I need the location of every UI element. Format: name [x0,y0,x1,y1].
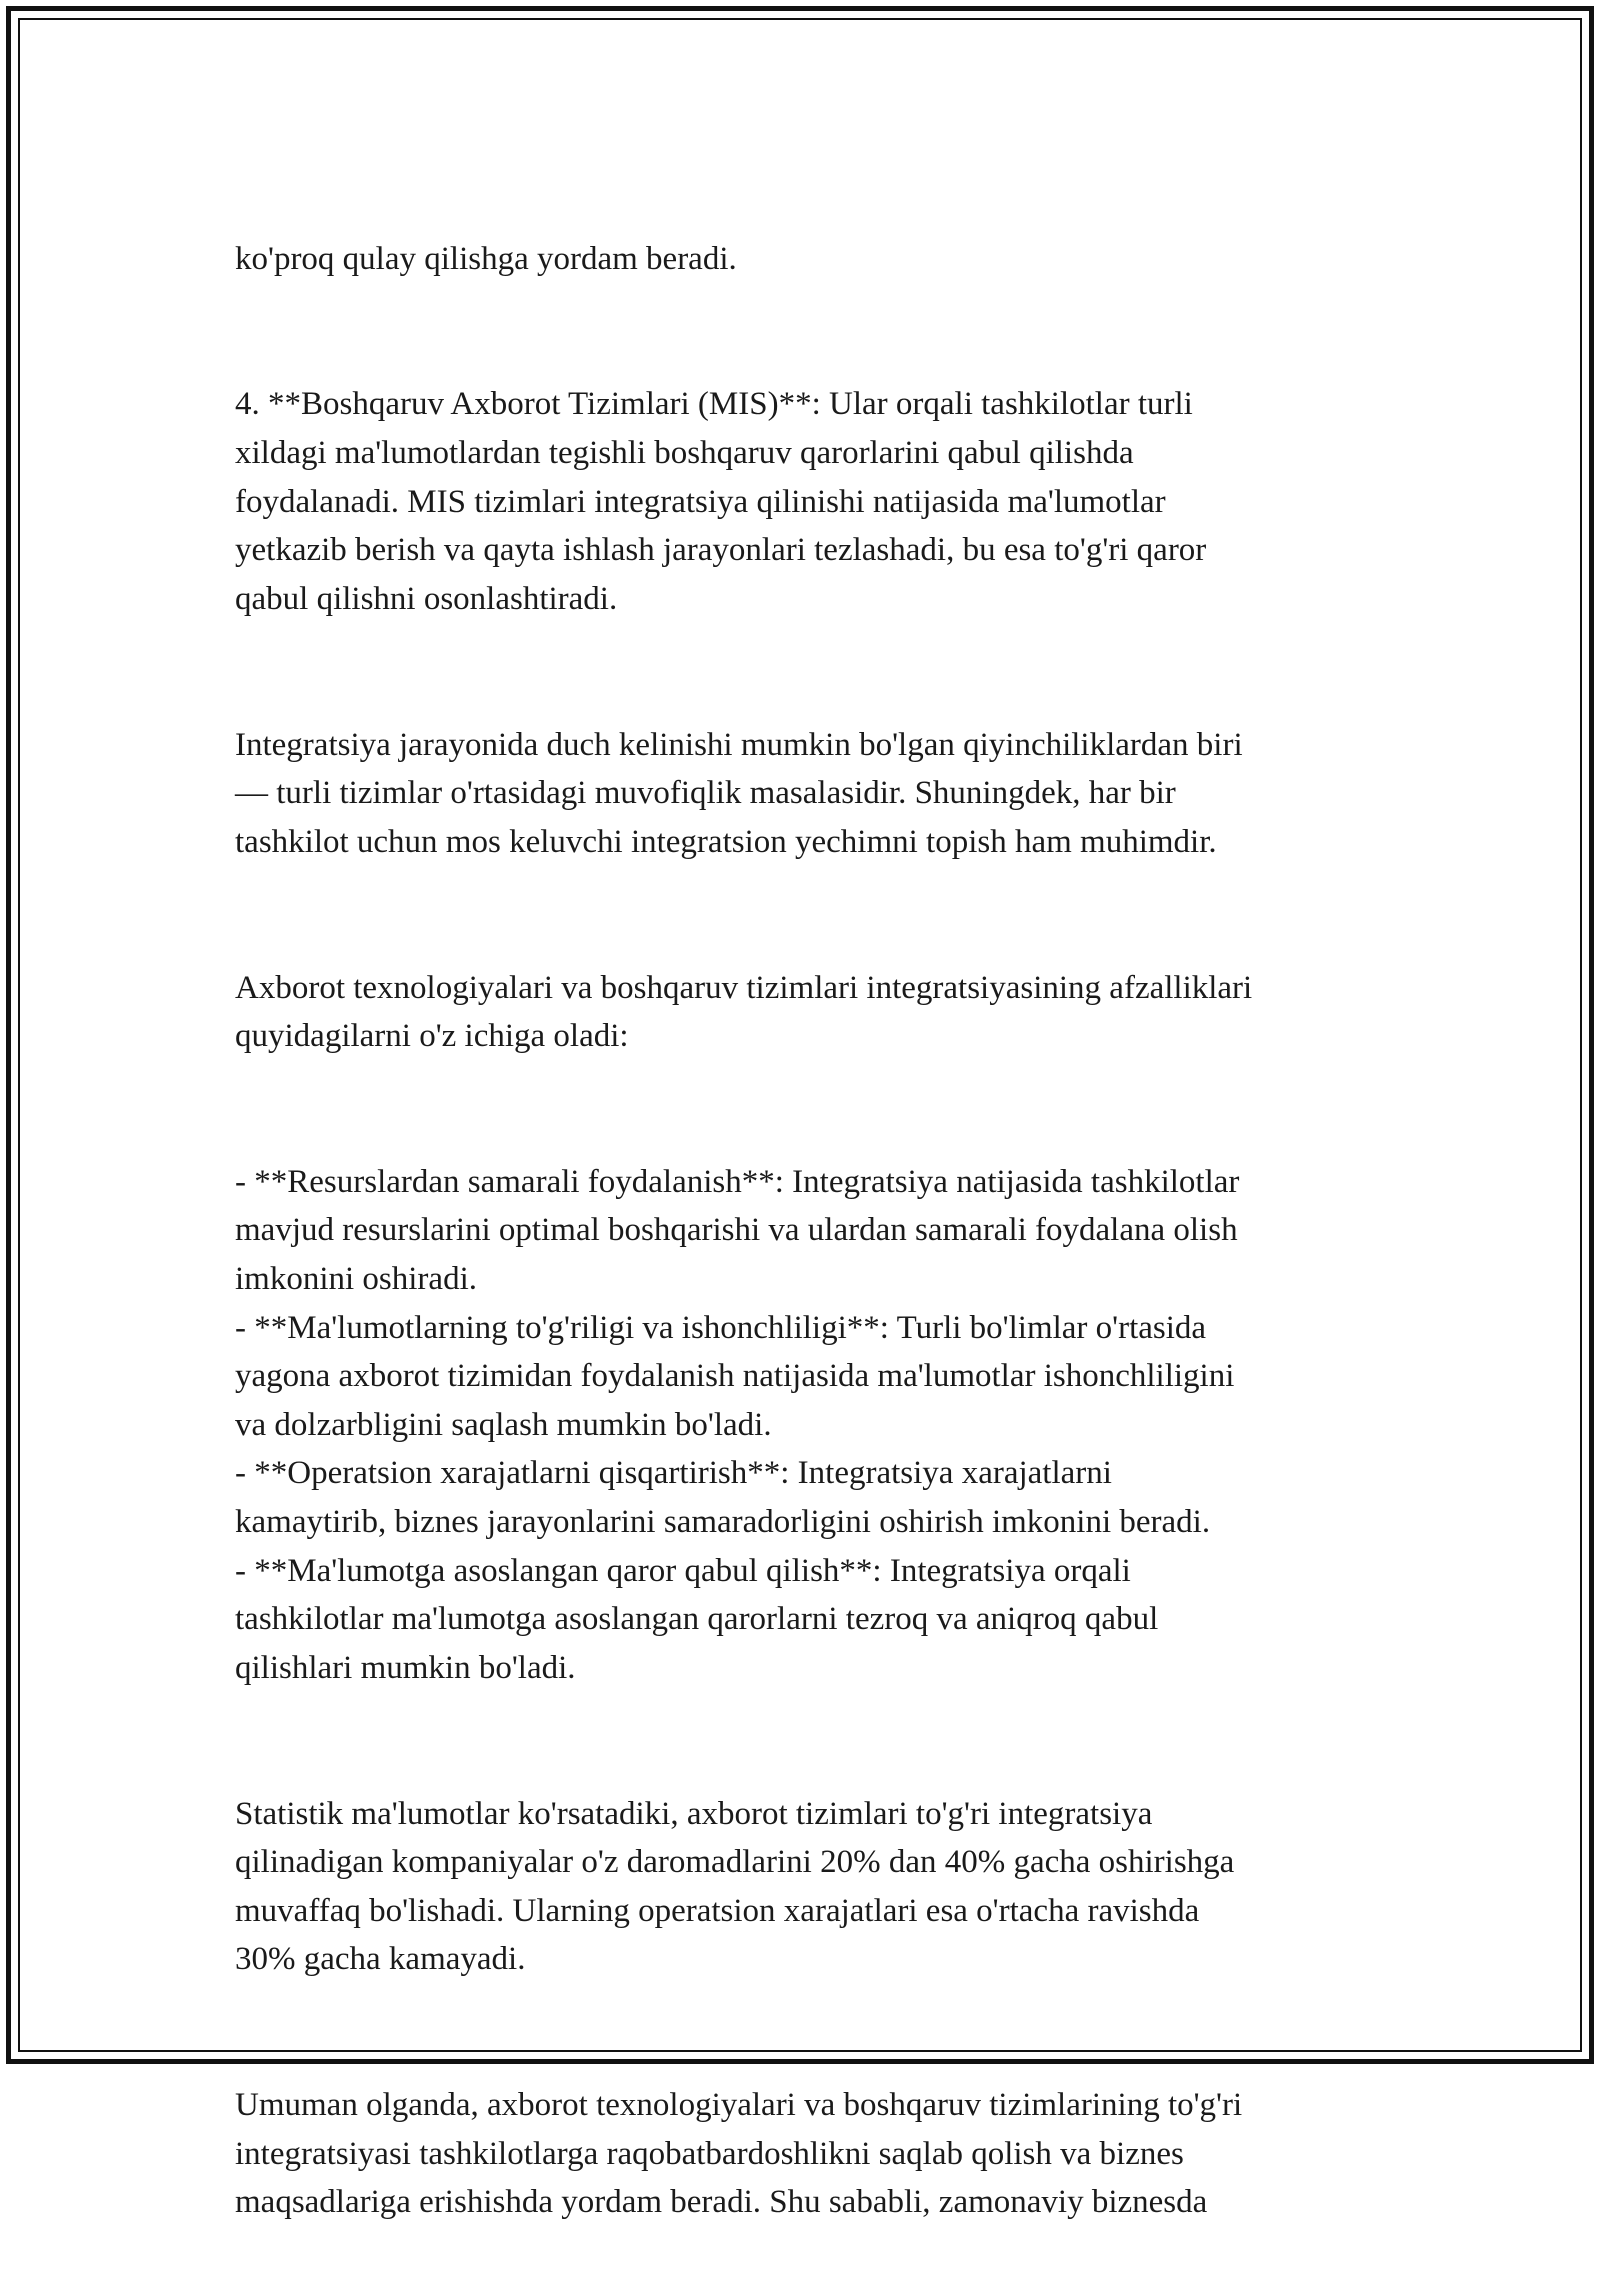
paragraph-mis-item: 4. **Boshqaruv Axborot Tizimlari (MIS)**: Ular orqali tashkilotlar turli xildagi ma'lumotlardan tegishli boshqaruv qarorlarini qabul qilishda foydalanadi. MIS tizimlari integratsiya qilinishi natijasida ma'lumotlar yetkazib berish va qayta ishlash jarayonlari tezlashadi, bu esa to'g'ri qaror qabul qilishni osonlashtiradi. [235,386,1207,617]
paragraph-benefits-intro: Axborot texnologiyalari va boshqaruv tizimlari integratsiyasining afzalliklari quyidagilarni o'z ichiga oladi: [235,969,1253,1055]
paragraph-conclusion: Umuman olganda, axborot texnologiyalari va boshqaruv tizimlarining to'g'ri integratsiyasi tashkilotlarga raqobatbardoshlikni saqlab qolish va biznes maqsadlariga erishishda yordam beradi. Shu sababli, zamonaviy biznesda [235,2087,1243,2221]
paragraph-statistics: Statistik ma'lumotlar ko'rsatadiki, axborot tizimlari to'g'ri integratsiya qilinadigan kompaniyalar o'z daromadlarini 20% dan 40% gacha oshirishga muvaffaq bo'lishadi. Ularning operatsion xarajatlari esa o'rtacha ravishda 30% gacha kamayadi. [235,1795,1235,1978]
paragraph-benefits-list: - **Resurslardan samarali foydalanish**: Integratsiya natijasida tashkilotlar mavjud resurslarini optimal boshqarishi va ulardan samarali foydalana olish imkonini oshiradi. - **Ma'lumotlarning to'g'riligi va ishonchliligi**: Turli bo'limlar o'rtasida yagona axborot tizimidan foydalanish natijasida ma'lumotlar ishonchliligini va dolzarbligini saqlash mumkin bo'ladi. - **Operatsion xarajatlarni qisqartirish**: Integratsiya xarajatlarni kamaytirib, biznes jarayonlarini samaradorligini oshirish imkonini beradi. - **Ma'lumotga asoslangan qaror qabul qilish**: Integratsiya orqali tashkilotlar ma'lumotga asoslangan qarorlarni tezroq va aniqroq qabul qilishlari mumkin bo'ladi. [235,1163,1240,1686]
document-body [235,186,1385,2276]
paragraph-integration-challenges: Integratsiya jarayonida duch kelinishi mumkin bo'lgan qiyinchiliklardan biri — turli tizimlar o'rtasidagi muvofiqlik masalasidir. Shuningdek, har bir tashkilot uchun mos keluvchi integratsion yechimni topish ham muhimdir. [235,726,1243,860]
paragraph-intro-continuation: ko'proq qulay qilishga yordam beradi. [235,240,737,277]
